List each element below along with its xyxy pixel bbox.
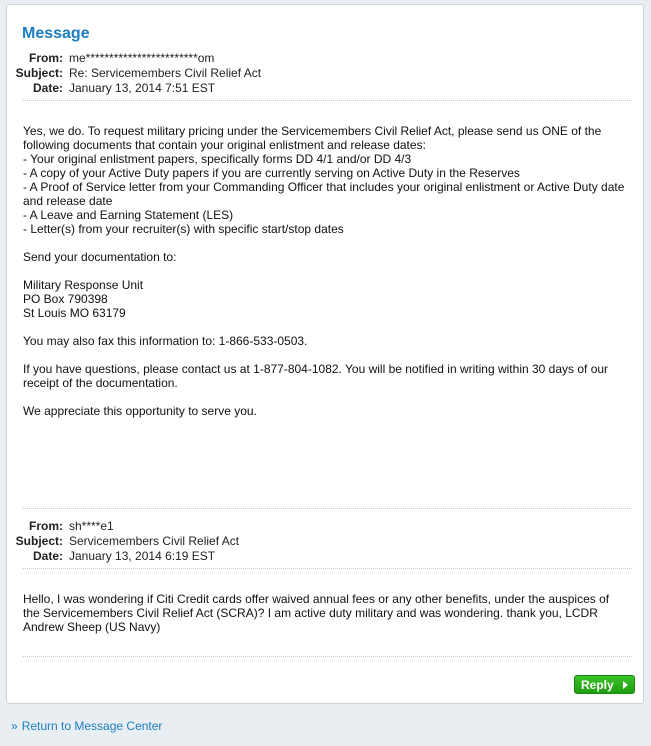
date-value: January 13, 2014 7:51 EST	[69, 81, 216, 95]
mailing-address: Military Response Unit PO Box 790398 St Louis MO 63179	[23, 278, 144, 320]
from-value: sh****e1	[69, 519, 114, 533]
body-paragraph: Yes, we do. To request military pricing under the Servicemembers Civil Relief Act, please send us ONE of the following documents that contain your original enlistment and release dates: - Your original enlistment papers, specifically forms DD 4/1 and/or DD 4/3 - A copy of your Active Duty papers if you are currently serving on Active Duty in the Reserves - A Proof of Service letter from your Commanding Officer that includes your original enlistment or Active Duty date and release date - A Leave and Earning Statement (LES) - Letter(s) from your recruiter(s) with specific start/stop dates	[23, 124, 625, 236]
reply-message-body	[23, 124, 627, 418]
return-link-label: Return to Message Center	[21, 719, 163, 733]
from-label: From:	[29, 519, 63, 533]
message-divider	[23, 508, 632, 509]
date-row	[7, 549, 239, 564]
body-paragraph: You may also fax this information to: 1-866-533-0503.	[23, 334, 308, 348]
date-value: January 13, 2014 6:19 EST	[69, 549, 216, 563]
body-paragraph: We appreciate this opportunity to serve you.	[23, 404, 257, 418]
from-row	[7, 51, 261, 66]
from-value: me************************om	[69, 51, 215, 65]
footer-divider	[23, 656, 632, 657]
subject-value: Servicemembers Civil Relief Act	[69, 534, 240, 548]
triangle-right-icon	[623, 681, 628, 689]
body-paragraph: Hello, I was wondering if Citi Credit cards offer waived annual fees or any other benefits, under the auspices of the Servicemembers Civil Relief Act (SCRA)? I am active duty military and was wondering. thank you, LCDR Andrew Sheep (US Navy)	[23, 592, 610, 634]
from-row	[7, 519, 239, 534]
reply-button[interactable]	[574, 675, 635, 694]
subject-row	[7, 534, 239, 549]
original-message-body	[23, 592, 627, 634]
body-paragraph: If you have questions, please contact us at 1-877-804-1082. You will be notified in writing within 30 days of our receipt of the documentation.	[23, 362, 609, 390]
reply-message-header	[7, 51, 261, 96]
page-title: Message	[22, 25, 90, 42]
double-chevron-right-icon: »	[11, 719, 18, 733]
original-message-header	[7, 519, 239, 564]
header-divider	[23, 100, 632, 101]
from-label: From:	[29, 51, 63, 65]
message-panel	[6, 4, 644, 704]
subject-value: Re: Servicemembers Civil Relief Act	[69, 66, 262, 80]
date-label: Date:	[32, 549, 63, 563]
subject-label: Subject:	[15, 534, 63, 548]
subject-label: Subject:	[15, 66, 63, 80]
date-label: Date:	[32, 81, 63, 95]
header-divider	[23, 568, 632, 569]
subject-row	[7, 66, 261, 81]
date-row	[7, 81, 261, 96]
body-paragraph: Send your documentation to:	[23, 250, 177, 264]
reply-button-label: Reply	[581, 677, 614, 692]
return-to-message-center-link[interactable]	[11, 719, 162, 733]
